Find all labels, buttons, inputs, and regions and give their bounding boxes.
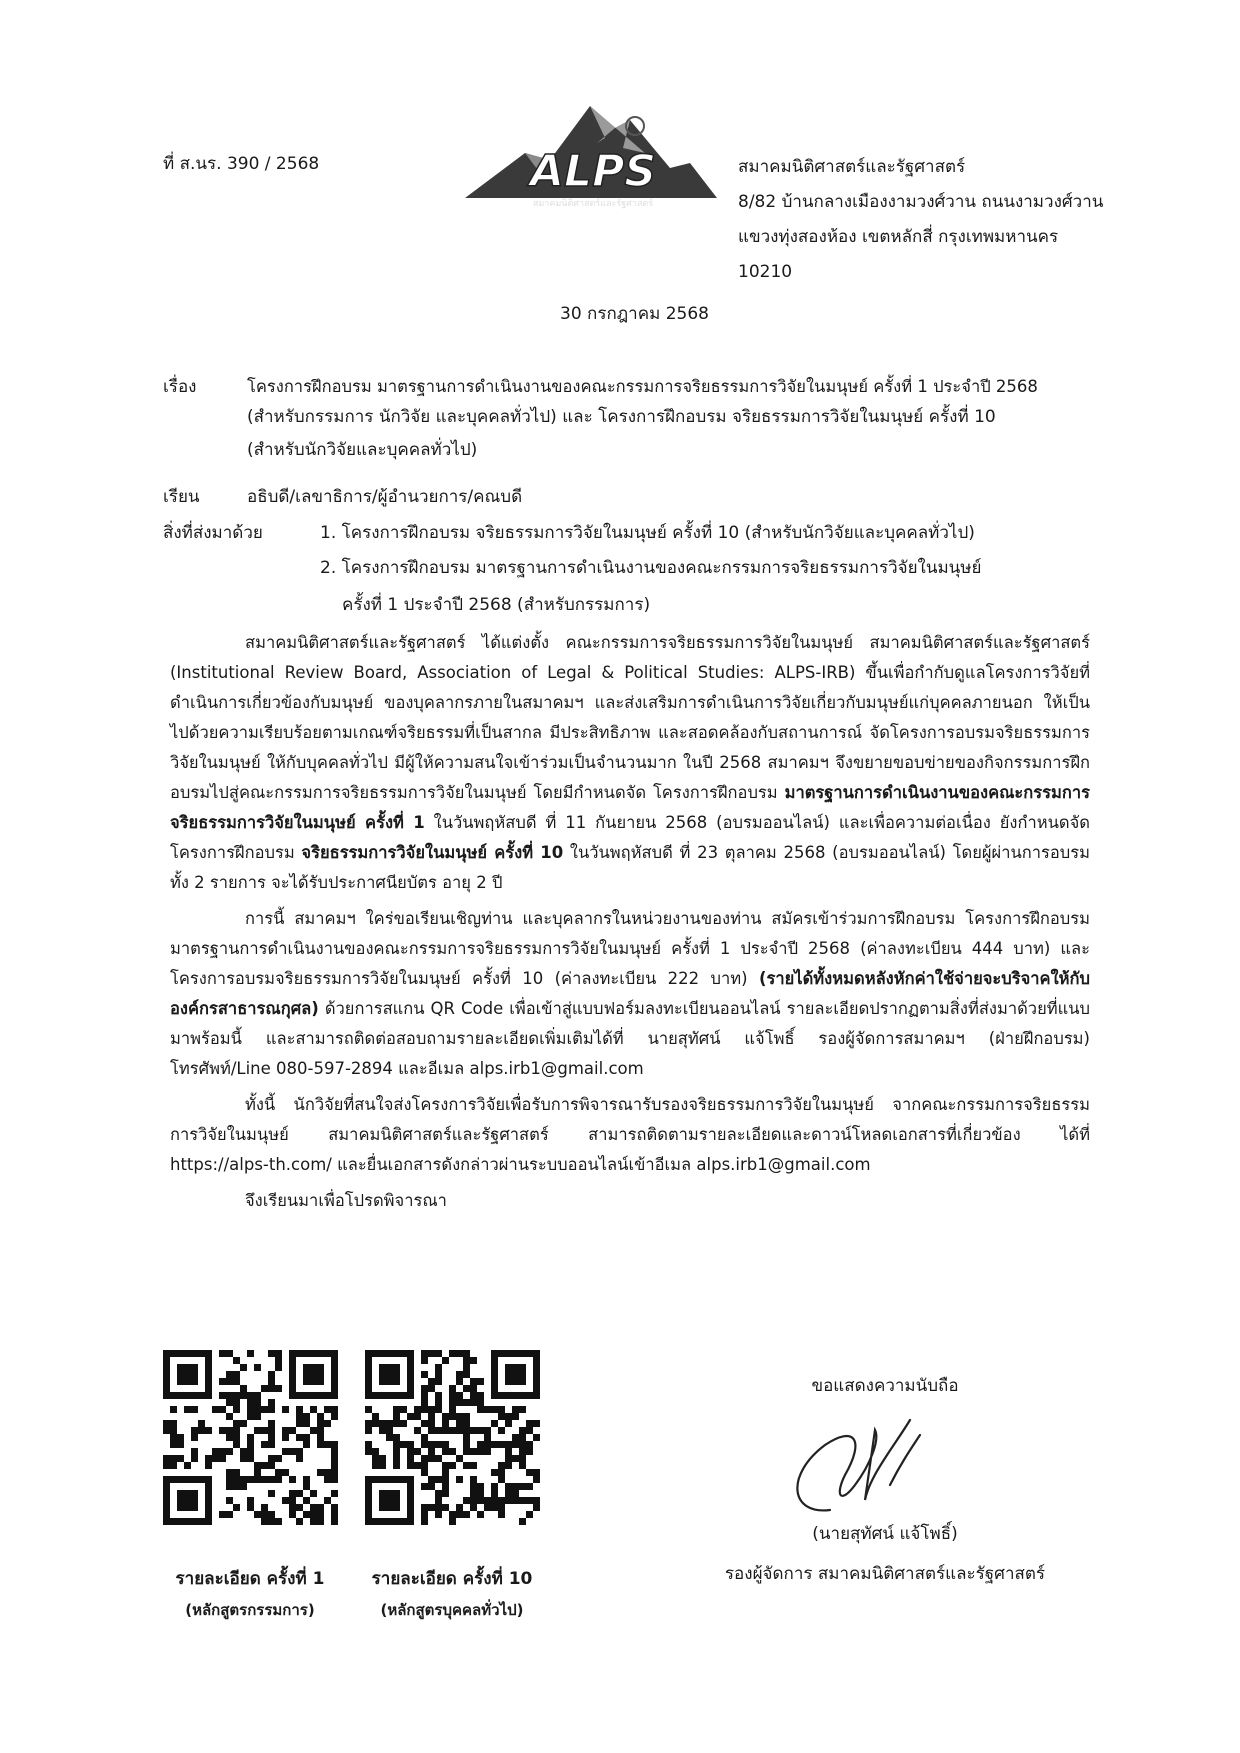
svg-text:สมาคมนิติศาสตร์และรัฐศาสตร์: สมาคมนิติศาสตร์และรัฐศาสตร์ <box>532 199 654 209</box>
para2-bold1: (รายได้ทั้งหมดหลังหักค่าใช้จ่ายจะบริจาคให้กับองค์กรสาธารณกุศล) <box>170 969 1090 1018</box>
subject-line1-row <box>163 372 1038 402</box>
enclosures-row <box>163 518 263 548</box>
subject-line2: (สำหรับกรรมการ นักวิจัย และบุคคลทั่วไป) และ โครงการฝึกอบรม จริยธรรมการวิจัยในมนุษย์ ครั้งที่ 10 <box>247 407 996 427</box>
regards: ขอแสดงความนับถือ <box>811 1376 959 1396</box>
letter-date: 30 กรกฎาคม 2568 <box>560 304 709 324</box>
qr1-caption: รายละเอียด ครั้งที่ 1 <box>175 1569 325 1589</box>
alps-logo <box>455 98 725 218</box>
enclosure-item-2b: ครั้งที่ 1 ประจำปี 2568 (สำหรับกรรมการ) <box>342 595 651 615</box>
paragraph-3: ทั้งนี้ นักวิจัยที่สนใจส่งโครงการวิจัยเพื่อรับการพิจารณารับรองจริยธรรมการวิจัยในมนุษย์ จากคณะกรรมการจริยธรรมการวิจัยในมนุษย์ สมาคมนิติศาสตร์และรัฐศาสตร์ สามารถติดตามรายละเอียดและดาวน์โหลดเอกสารที่เกี่ยวข้อง ได้ที่ https://alps-th.com/ และยื่นเอกสารดังกล่าวผ่านระบบออนไลน์เข้าอีเมล alps.irb1@gmail.com <box>170 1095 1090 1174</box>
subject-label: เรื่อง <box>163 377 197 397</box>
para2-text2: ด้วยการสแกน QR Code เพื่อเข้าสู่แบบฟอร์มลงทะเบียนออนไลน์ รายละเอียดปรากฏตามสิ่งที่ส่งมาด้วยที่แนบมาพร้อมนี้ และสามารถติดต่อสอบถามรายละเอียดเพิ่มเติมได้ที่ นายสุทัศน์ แจ้โพธิ์ รองผู้จัดการสมาคมฯ (ฝ่ายฝึกอบรม) โทรศัพท์/Line 080-597-2894 และอีเมล alps.irb1@gmail.com <box>170 999 1090 1078</box>
qr2-caption: รายละเอียด ครั้งที่ 10 <box>371 1569 533 1589</box>
para1-text1: สมาคมนิติศาสตร์และรัฐศาสตร์ ได้แต่งตั้ง คณะกรรมการจริยธรรมการวิจัยในมนุษย์ สมาคมนิติศาสตร์และรัฐศาสตร์ (Institutional Review Board, Association of Legal & Political Studies: ALPS-IRB) ขึ้นเพื่อกำกับดูแลโครงการวิจัยที่ดำเนินการเกี่ยวข้องกับมนุษย์ ของบุคลากรภายในสมาคมฯ และส่งเสริมการดำเนินการวิจัยเกี่ยวกับมนุษย์แก่บุคคลภายนอก ให้เป็นไปด้วยความเรียบร้อยตามเกณฑ์จริยธรรมที่เป็นสากล มีประสิทธิภาพ และสอดคล้องกับสถานการณ์ จัดโครงการอบรมจริยธรรมการวิจัยในมนุษย์ ให้กับบุคคลทั่วไป มีผู้ให้ความสนใจเข้าร่วมเป็นจำนวนมาก ในปี 2568 สมาคมฯ จึงขยายขอบข่ายของกิจกรรมการฝึกอบรมไปสู่คณะกรรมการจริยธรรมการวิจัยในมนุษย์ โดยมีกำหนดจัด โครงการฝึกอบรม <box>170 633 1090 802</box>
letter-body <box>170 628 1090 1216</box>
qr1-subcaption: (หลักสูตรกรรมการ) <box>185 1601 315 1619</box>
qr-code-1[interactable] <box>163 1350 338 1525</box>
to-value: อธิบดี/เลขาธิการ/ผู้อำนวยการ/คณบดี <box>247 487 523 507</box>
to-row <box>163 482 522 512</box>
sender-name: สมาคมนิติศาสตร์และรัฐศาสตร์ <box>738 157 966 177</box>
enclosure-item-2a: 2. โครงการฝึกอบรม มาตรฐานการดำเนินงานของคณะกรรมการจริยธรรมการวิจัยในมนุษย์ <box>320 558 982 578</box>
para1-bold2: จริยธรรมการวิจัยในมนุษย์ ครั้งที่ 10 <box>301 843 564 862</box>
reference-number: ที่ ส.นร. 390 / 2568 <box>163 154 320 174</box>
svg-text:ALPS: ALPS <box>529 146 657 197</box>
sender-postcode: 10210 <box>738 262 793 282</box>
qr2-subcaption: (หลักสูตรบุคคลทั่วไป) <box>380 1601 524 1619</box>
signature <box>770 1405 970 1525</box>
subject-line1: โครงการฝึกอบรม มาตรฐานการดำเนินงานของคณะกรรมการจริยธรรมการวิจัยในมนุษย์ ครั้งที่ 1 ประจำปี 2568 <box>247 377 1038 396</box>
sender-address-line1: 8/82 บ้านกลางเมืองงามวงศ์วาน ถนนงามวงศ์วาน <box>738 192 1104 212</box>
sender-address-line2: แขวงทุ่งสองห้อง เขตหลักสี่ กรุงเทพมหานคร <box>738 227 1059 247</box>
para1-text2: ในวันพฤหัสบดี ที่ 11 กันยายน 2568 (อบรมออนไลน์) และเพื่อความต่อเนื่อง ยังกำหนดจัดโครงการฝึกอบรม <box>170 813 1090 862</box>
para1-text3: ในวันพฤหัสบดี ที่ 23 ตุลาคม 2568 (อบรมออนไลน์) โดยผู้ผ่านการอบรมทั้ง 2 รายการ จะได้รับประกาศนียบัตร อายุ 2 ปี <box>170 843 1090 892</box>
paragraph-1 <box>170 628 1090 898</box>
enclosures-label: สิ่งที่ส่งมาด้วย <box>163 523 263 543</box>
signer-title: รองผู้จัดการ สมาคมนิติศาสตร์และรัฐศาสตร์ <box>724 1564 1046 1584</box>
closing-line: จึงเรียนมาเพื่อโปรดพิจารณา <box>245 1191 447 1210</box>
para1-bold1: มาตรฐานการดำเนินงานของคณะกรรมการจริยธรรมการวิจัยในมนุษย์ ครั้งที่ 1 <box>170 783 1090 832</box>
sender-address <box>738 150 1103 290</box>
to-label: เรียน <box>163 487 200 507</box>
subject-line3: (สำหรับนักวิจัยและบุคคลทั่วไป) <box>247 440 478 460</box>
qr-code-2[interactable] <box>365 1350 540 1525</box>
enclosure-item-1: 1. โครงการฝึกอบรม จริยธรรมการวิจัยในมนุษย์ ครั้งที่ 10 (สำหรับนักวิจัยและบุคคลทั่วไป) <box>320 523 975 543</box>
paragraph-2 <box>170 904 1090 1084</box>
signer-name: (นายสุทัศน์ แจ้โพธิ์) <box>812 1524 958 1544</box>
para2-text1: การนี้ สมาคมฯ ใคร่ขอเรียนเชิญท่าน และบุคลากรในหน่วยงานของท่าน สมัครเข้าร่วมการฝึกอบรม โครงการฝึกอบรม มาตรฐานการดำเนินงานของคณะกรรมการจริยธรรมการวิจัยในมนุษย์ ครั้งที่ 1 ประจำปี 2568 (ค่าลงทะเบียน 444 บาท) และโครงการอบรมจริยธรรมการวิจัยในมนุษย์ ครั้งที่ 10 (ค่าลงทะเบียน 222 บาท) <box>170 909 1090 988</box>
